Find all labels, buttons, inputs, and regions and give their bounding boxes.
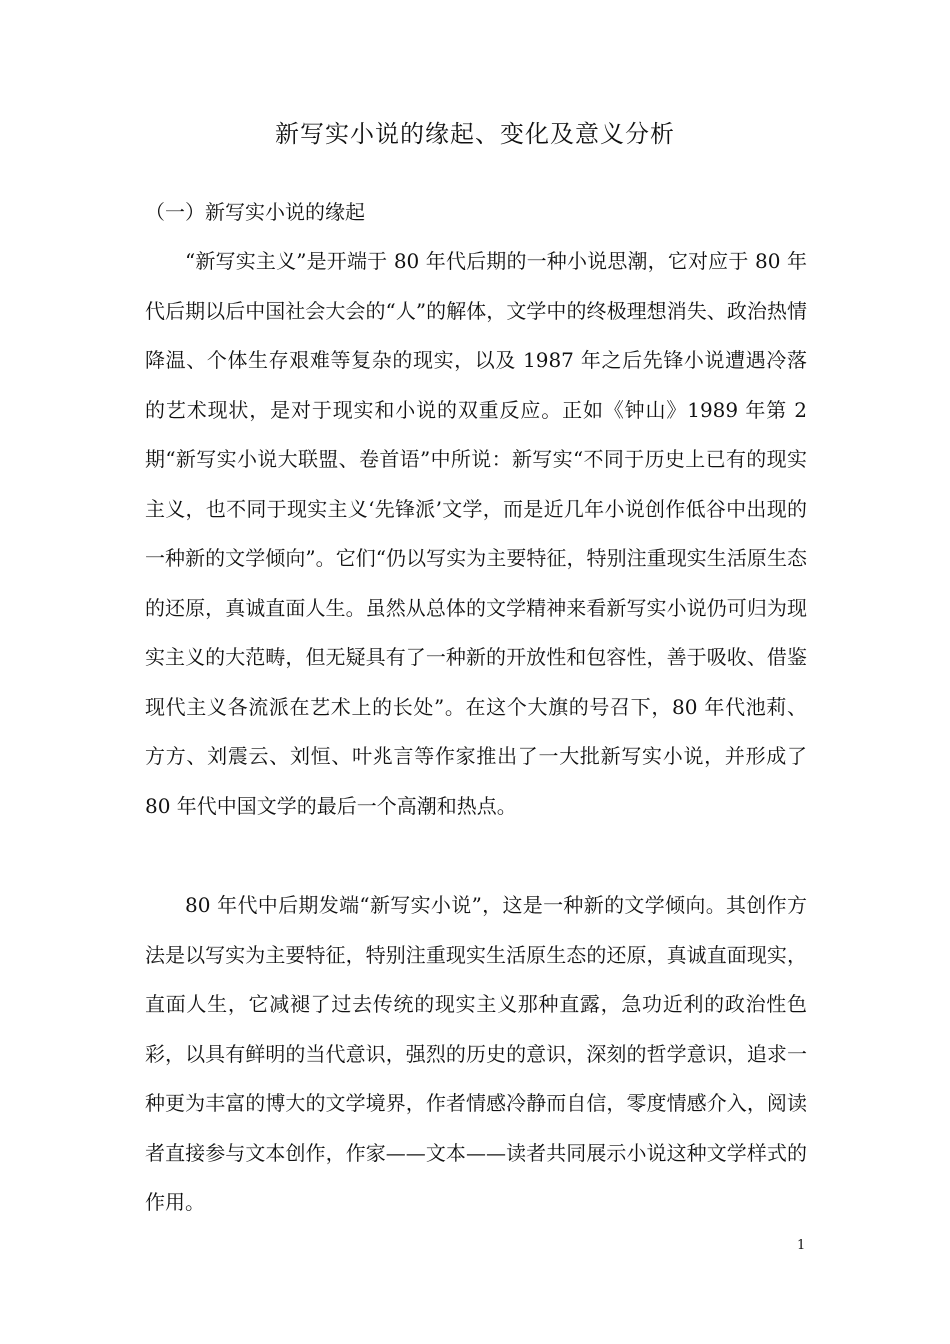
document-title: 新写实小说的缘起、变化及意义分析 <box>275 120 675 148</box>
page-number: 1 <box>797 1238 806 1253</box>
section-heading: （一）新写实小说的缘起 <box>145 200 365 224</box>
body-paragraph-2: 80 年代中后期发端“新写实小说”，这是一种新的文学倾向。其创作方法是以写实为主要特征，特别注重现实生活原生态的还原，真诚直面现实，直面人生，它减褪了过去传统的现实主义那种直露，急功近利的政治性色彩，以具有鲜明的当代意识，强烈的历史的意识，深刻的哲学意识，追求一种更为丰富的博大的文学境界，作者情感冷静而自信，零度情感介入，阅读者直接参与文本创作，作家——文本——读者共同展示小说这种文学样式的作用。 <box>145 893 807 1214</box>
body-paragraph-1: “新写实主义”是开端于 80 年代后期的一种小说思潮，它对应于 80 年代后期以后中国社会大会的“人”的解体，文学中的终极理想消失、政治热情降温、个体生存艰难等复杂的现实，以及 1987 年之后先锋小说遭遇冷落的艺术现状，是对于现实和小说的双重反应。正如《钟山》1989 年第 2 期“新写实小说大联盟、卷首语”中所说：新写实“不同于历史上已有的现实主义，也不同于现实主义‘先锋派’文学，而是近几年小说创作低谷中出现的一种新的文学倾向”。它们“仍以写实为主要特征，特别注重现实生活原生态的还原，真诚直面人生。虽然从总体的文学精神来看新写实小说仍可归为现实主义的大范畴，但无疑具有了一种新的开放性和包容性，善于吸收、借鉴现代主义各流派在艺术上的长处”。在这个大旗的号召下，80 年代池莉、方方、刘震云、刘恒、叶兆言等作家推出了一大批新写实小说，并形成了 80 年代中国文学的最后一个高潮和热点。 <box>145 249 807 818</box>
